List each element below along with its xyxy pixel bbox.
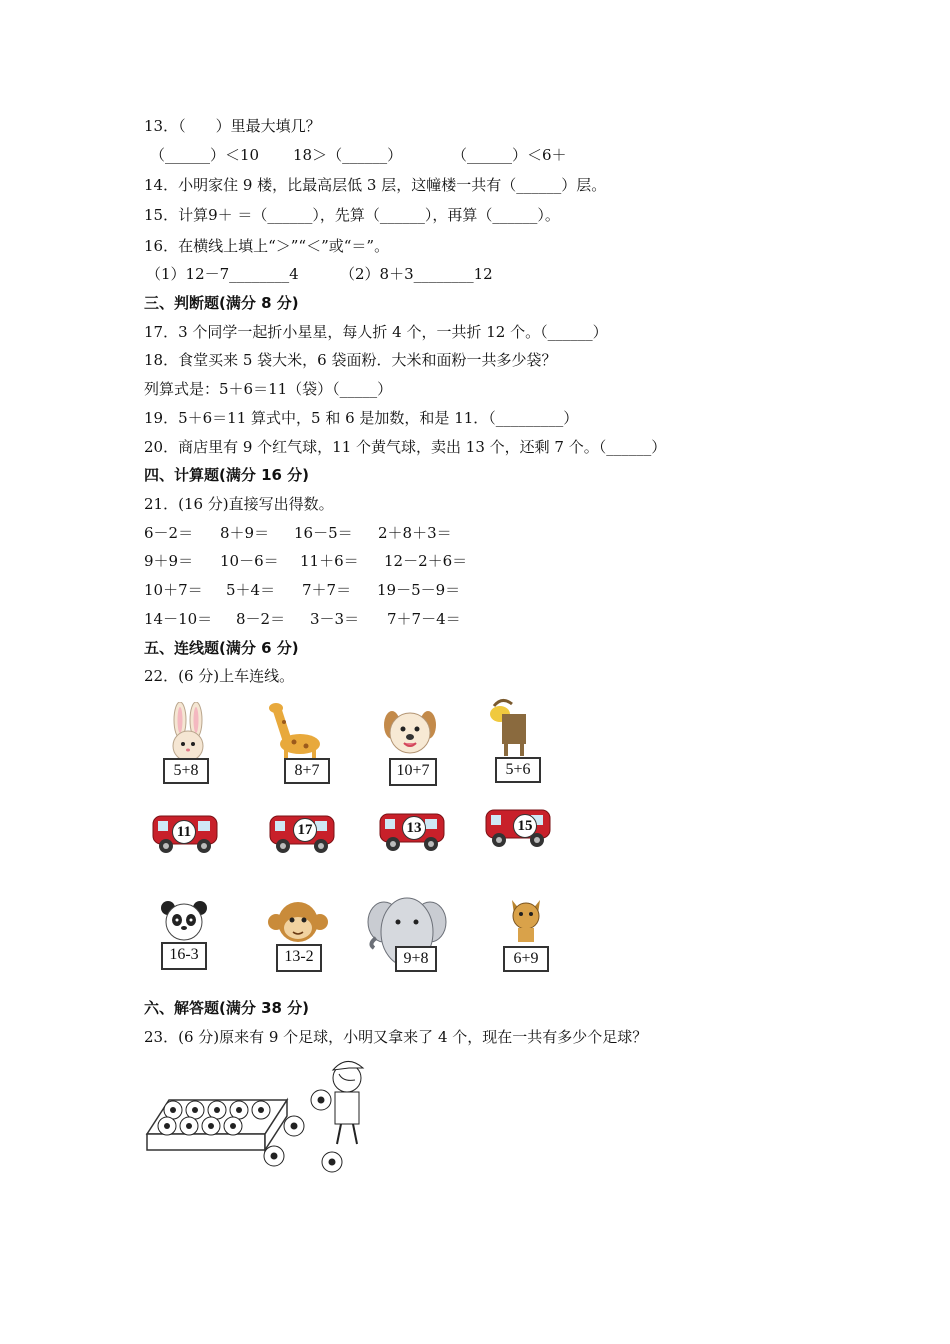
q21-row-3 — [144, 580, 460, 600]
q13-part1: （______）＜10 — [150, 146, 260, 164]
q20: 20．商店里有 9 个红气球，11 个黄气球，卖出 13 个，还剩 7 个。（______） — [144, 438, 667, 456]
calc-item: 11＋6＝ — [300, 552, 359, 570]
q16-part1: （1）12－7________4 — [146, 265, 299, 283]
puppy-icon — [380, 705, 440, 761]
q21-title: 21．(16 分)直接写出得数。 — [144, 495, 334, 513]
bus-number: 15 — [513, 814, 537, 838]
monkey-icon — [268, 900, 328, 946]
calc-item: 8＋9＝ — [220, 524, 270, 542]
cat-icon — [508, 896, 544, 944]
q18-title: 18．食堂买来 5 袋大米，6 袋面粉．大米和面粉一共多少袋？ — [144, 351, 557, 369]
giraffe-expr-card: 8+7 — [284, 758, 330, 784]
calc-item: 14－10＝ — [144, 610, 213, 628]
q13-part3: （______）＜6＋ — [452, 146, 567, 164]
rabbit-icon — [158, 702, 218, 762]
rabbit-expr-card: 5+8 — [163, 758, 209, 784]
q18-line2: 列算式是：5＋6＝11（袋）（_____） — [144, 380, 393, 398]
calc-item: 7＋7＝ — [302, 581, 352, 599]
calc-item: 19－5－9＝ — [377, 581, 461, 599]
calc-item: 5＋4＝ — [226, 581, 276, 599]
q22-title: 22．(6 分)上车连线。 — [144, 667, 295, 685]
goat-icon — [484, 696, 534, 758]
bus-number: 13 — [402, 816, 426, 840]
giraffe-icon — [268, 700, 326, 760]
bus-number: 11 — [172, 820, 196, 844]
calc-item: 8－2＝ — [236, 610, 286, 628]
calc-item: 7＋7－4＝ — [387, 610, 461, 628]
q17: 17．3 个同学一起折小星星，每人折 4 个，一共折 12 个。（______） — [144, 323, 608, 341]
q13-title: 13．（ ）里最大填几？ — [144, 117, 321, 135]
section-6-heading: 六、解答题(满分 38 分) — [144, 999, 310, 1017]
cat-expr-card: 6+9 — [503, 946, 549, 972]
q16-title: 16．在横线上填上“＞”“＜”或“＝”。 — [144, 237, 390, 255]
q19: 19．5＋6＝11 算式中，5 和 6 是加数，和是 11．（_________） — [144, 409, 579, 427]
calc-item: 9＋9＝ — [144, 552, 194, 570]
monkey-expr-card: 13-2 — [276, 944, 322, 972]
panda-icon — [158, 898, 210, 942]
q16-part2: （2）8＋3________12 — [340, 265, 493, 283]
calc-item: 10＋7＝ — [144, 581, 203, 599]
bus-number: 17 — [293, 818, 317, 842]
calc-item: 10－6＝ — [220, 552, 279, 570]
q21-row-2 — [144, 551, 467, 571]
goat-expr-card: 5+6 — [495, 757, 541, 783]
q15: 15．计算9＋ ＝（______），先算（______），再算（______）。 — [144, 206, 560, 224]
calc-item: 3－3＝ — [310, 610, 360, 628]
q13-part2: 18＞（______） — [293, 146, 403, 164]
calc-item: 2＋8＋3＝ — [378, 524, 452, 542]
soccer-balls-illustration — [143, 1052, 383, 1177]
q23: 23．(6 分)原来有 9 个足球，小明又拿来了 4 个，现在一共有多少个足球？ — [144, 1028, 648, 1046]
puppy-expr-card: 10+7 — [389, 758, 437, 786]
calc-item: 12－2＋6＝ — [384, 552, 468, 570]
section-3-heading: 三、判断题(满分 8 分) — [144, 294, 299, 312]
q14: 14．小明家住 9 楼，比最高层低 3 层，这幢楼一共有（______）层。 — [144, 176, 607, 194]
q21-row-4 — [144, 609, 461, 629]
section-4-heading: 四、计算题(满分 16 分) — [144, 466, 310, 484]
section-5-heading: 五、连线题(满分 6 分) — [144, 639, 299, 657]
q21-row-1 — [144, 523, 452, 543]
calc-item: 6－2＝ — [144, 524, 194, 542]
calc-item: 16－5＝ — [294, 524, 353, 542]
elephant-expr-card: 9+8 — [395, 946, 437, 972]
panda-expr-card: 16-3 — [161, 942, 207, 970]
